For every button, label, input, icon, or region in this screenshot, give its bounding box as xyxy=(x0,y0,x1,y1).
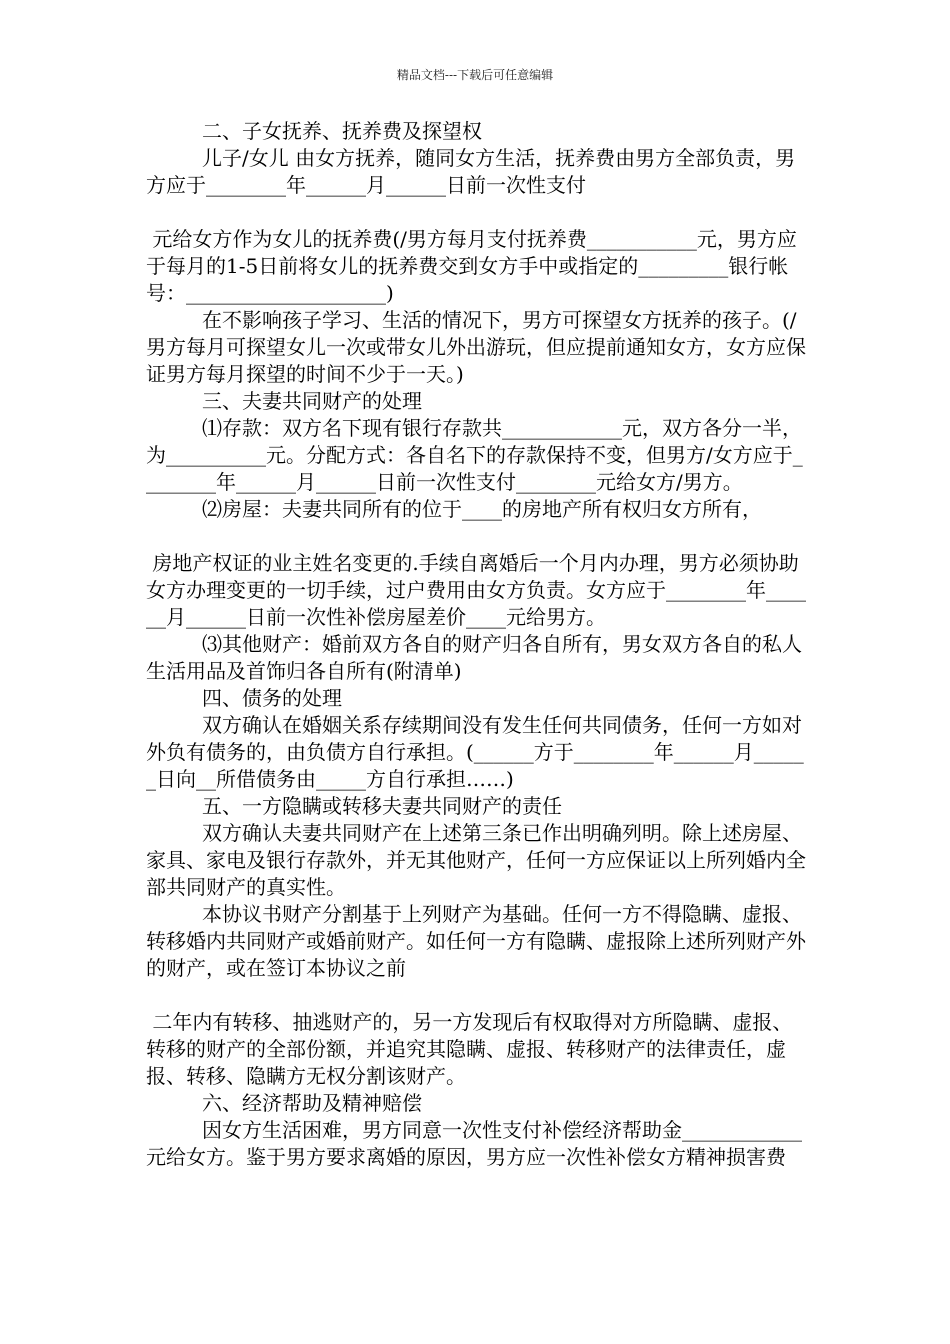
paragraph: 本协议书财产分割基于上列财产为基础。任何一方不得隐瞒、虚报、转移婚内共同财产或婚前财产。如任何一方有隐瞒、虚报除上述所列财产外的财产，或在签订本协议之前 xyxy=(146,902,806,980)
page-header: 精品文档---下载后可任意编辑 xyxy=(396,68,554,82)
paragraph: 儿子/女儿 由女方抚养，随同女方生活，抚养费由男方全部负责，男方应于________年______月______日前一次性支付 xyxy=(146,146,796,197)
paragraph: 房地产权证的业主姓名变更的.手续自离婚后一个月内办理，男方必须协助女方办理变更的一切手续，过户费用由女方负责。女方应于________年______月______日前一次性补偿房屋差价____元给男方。 xyxy=(146,551,806,629)
section-heading-6: 六、经济帮助及精神赔偿 xyxy=(202,1091,422,1115)
paragraph: 因女方生活困难，男方同意一次性支付补偿经济帮助金____________元给女方。鉴于男方要求离婚的原因，男方应一次性补偿女方精神损害费 xyxy=(146,1118,802,1169)
document-body xyxy=(146,118,812,1171)
section-heading-3: 三、夫妻共同财产的处理 xyxy=(202,389,422,413)
paragraph: 双方确认在婚姻关系存续期间没有发生任何共同债务，任何一方如对外负有债务的，由负债方自行承担。(______方于________年______月______日向__所借债务由_____方自行承担……) xyxy=(146,713,804,791)
paragraph: ⑴存款：双方名下现有银行存款共____________元，双方各分一半，为__________元。分配方式：各自名下的存款保持不变，但男方/女方应于________年______月______日前一次性支付________元给女方/男方。 xyxy=(146,416,803,494)
paragraph: 二年内有转移、抽逃财产的，另一方发现后有权取得对方所隐瞒、虚报、转移的财产的全部份额，并追究其隐瞒、虚报、转移财产的法律责任，虚报、转移、隐瞒方无权分割该财产。 xyxy=(146,1010,793,1088)
paragraph: 在不影响孩子学习、生活的情况下，男方可探望女方抚养的孩子。(/男方每月可探望女儿一次或带女儿外出游玩，但应提前通知女方，女方应保证男方每月探望的时间不少于一天。) xyxy=(146,308,806,386)
section-heading-4: 四、债务的处理 xyxy=(202,686,342,710)
paragraph: 元给女方作为女儿的抚养费(/男方每月支付抚养费___________元，男方应于每月的1-5日前将女儿的抚养费交到女方手中或指定的_________银行帐号：____________________) xyxy=(146,227,797,305)
paragraph: ⑵房屋：夫妻共同所有的位于____的房地产所有权归女方所有， xyxy=(202,497,762,521)
section-heading-5: 五、一方隐瞒或转移夫妻共同财产的责任 xyxy=(202,794,562,818)
paragraph: ⑶其他财产：婚前双方各自的财产归各自所有，男女双方各自的私人生活用品及首饰归各自所有(附清单) xyxy=(146,632,802,683)
section-heading-2: 二、子女抚养、抚养费及探望权 xyxy=(202,119,482,143)
paragraph: 双方确认夫妻共同财产在上述第三条已作出明确列明。除上述房屋、家具、家电及银行存款外，并无其他财产，任何一方应保证以上所列婚内全部共同财产的真实性。 xyxy=(146,821,806,899)
